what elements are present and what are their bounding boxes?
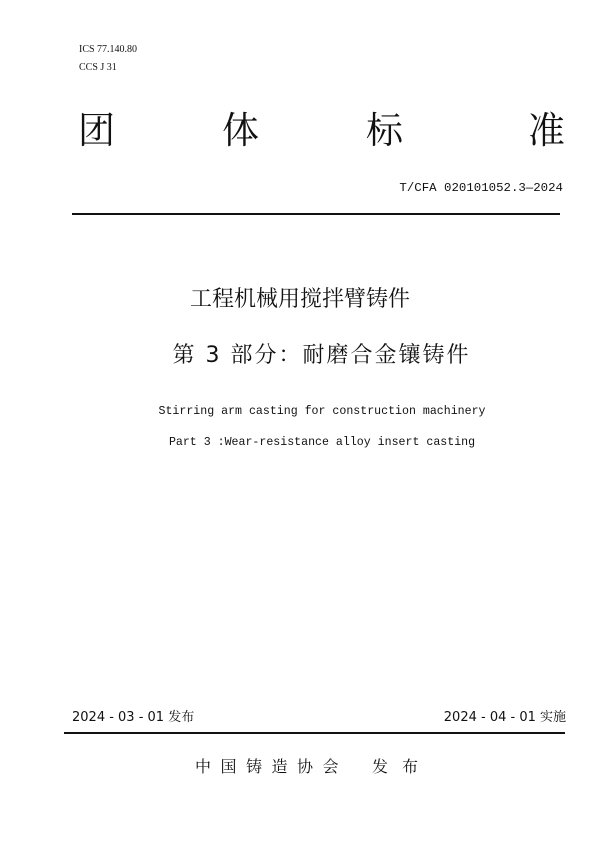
ccs-code: CCS J 31 [79,62,117,73]
implementation-date: 2024 - 04 - 01 实施 [443,710,566,725]
issuing-action: 发布 [372,757,433,776]
issuing-organization: 中国铸造协会 [195,757,349,776]
chinese-title-main: 工程机械用搅拌臂铸件 [189,287,410,312]
standard-type-char: 标 [366,109,403,152]
standard-type-char: 团 [78,109,115,152]
top-divider [72,213,560,215]
standard-number: T/CFA 020101052.3—2024 [399,181,563,195]
english-title-main: Stirring arm casting for construction machinery [158,405,486,418]
chinese-title-part: 第 3 部分：耐磨合金镶铸件 [172,343,471,368]
issue-date: 2024 - 03 - 01 发布 [72,710,195,725]
standard-type-char: 体 [222,109,259,152]
ics-code: ICS 77.140.80 [79,44,138,55]
standard-type-char: 准 [528,109,565,152]
english-title-part: Part 3 :Wear-resistance alloy insert casting [168,436,476,449]
bottom-divider [64,732,565,734]
